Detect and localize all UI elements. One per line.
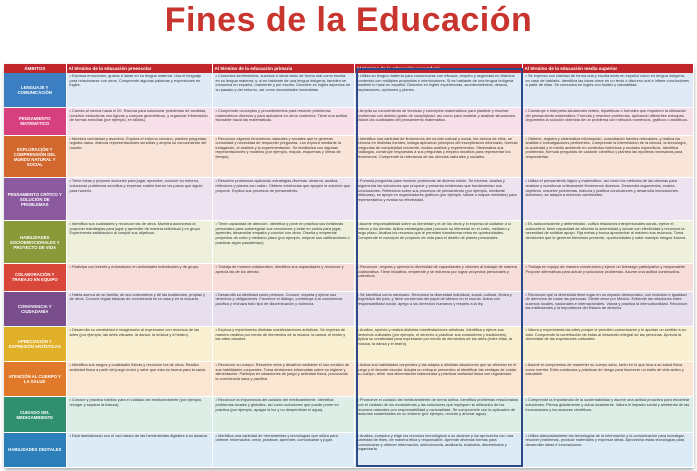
cell-media-superior: • Comprende la importancia de la sustentabilidad y asume una actitud proactiva para encontrar soluciones. Piensa globalmente y actúa localmente. Valora el impacto social y ambiental de las innovaciones y los avances científicos. [522, 397, 693, 432]
cell-secundaria: • Analiza, compara y elige los recursos tecnológicos a su alcance y los aprovecha con una variedad de fines, de manera ética y responsable. Aprende diversas formas para comunicarse y obtener información, seleccionarla, analizarla, evaluarla, discriminarla y organizarla. [354, 432, 522, 467]
cell-primaria: • Identifica una variedad de herramientas y tecnologías que utiliza para obtener información, crear, practicar, aprender, comunicarse y jugar. [212, 432, 354, 467]
cell-media-superior: • Asume el compromiso de mantener su cuerpo sano, tanto en lo que toca a su salud física como mental. Evita conductas y prácticas de riesgo para favorecer un estilo de vida activo y saludable. [522, 362, 693, 397]
header-preescolar: Al término de la educación preescolar [66, 64, 212, 73]
area-label: EXPLORACIÓN Y COMPRENSIÓN DEL MUNDO NATURAL Y SOCIAL [4, 135, 66, 178]
header-secundaria: Al término de la educación secundaria [354, 64, 522, 73]
page-title: Fines de la Educación [164, 1, 533, 39]
cell-secundaria: • Promueve el cuidado del medioambiente de forma activa. Identifica problemas relacionados con el cuidado de los ecosistemas y las soluciones que impliquen la utilización de los recursos naturales con responsabilidad y racionalidad. Se compromete con la aplicación de acciones sustentables en su entorno (por ejemplo, reciclar y ahorrar agua). [354, 397, 522, 432]
cell-preescolar: • Está familiarizado con el uso básico de las herramientas digitales a su alcance. [66, 432, 212, 467]
cell-secundaria: • Se identifica como mexicano. Reconoce la diversidad individual, social, cultural, étnica y lingüística del país, y tiene conciencia del papel de México en el mundo. Actúa con responsabilidad social, apego a los derechos humanos y respeto a la ley. [354, 291, 522, 326]
area-label: LENGUAJE Y COMUNICACIÓN [4, 73, 66, 107]
table-header-row [4, 64, 693, 73]
area-label: PENSAMIENTO MATEMÁTICO [4, 107, 66, 135]
header-area: ÁMBITOS [4, 64, 66, 73]
cell-media-superior: • Construye e interpreta situaciones reales, hipotéticas o formales que requieren la utilización del pensamiento matemático. Formula y resuelve problemas, aplicando diferentes enfoques. Argumenta la solución obtenida de un problema con métodos numéricos, gráficos o analíticos. [522, 107, 693, 135]
cell-media-superior: • Valora y experimenta las artes porque le permiten comunicarse y le aportan un sentido a su vida. Comprende la contribución de éstas al desarrollo integral de las personas. Aprecia la diversidad de las expresiones culturales. [522, 326, 693, 361]
cell-preescolar: • Participa con interés y entusiasmo en actividades individuales y de grupo. [66, 264, 212, 292]
cell-preescolar: • Desarrolla su creatividad e imaginación al expresarse con recursos de las artes (por ejemplo, las artes visuales, la danza, la música y el teatro). [66, 326, 212, 361]
table-row [4, 178, 693, 221]
cell-media-superior: • Trabaja en equipo de manera constructiva y ejerce un liderazgo participativo y responsable. Propone alternativas para actuar y solucionar problemas. Asume una actitud constructiva. [522, 264, 693, 292]
area-label: HABILIDADES DIGITALES [4, 432, 66, 467]
cell-primaria: • Reconoce algunos fenómenos naturales y sociales que le generan curiosidad y necesidad de responder preguntas. Los explora mediante la indagación, el análisis y la experimentación. Se familiariza con algunas representaciones y modelos (por ejemplo, mapas, esquemas y líneas de tiempo). [212, 135, 354, 178]
area-label: CONVIVENCIA Y CIUDADANÍA [4, 291, 66, 326]
education-goals-table [4, 64, 693, 468]
table-row [4, 397, 693, 432]
area-label: APRECIACIÓN Y EXPRESIÓN ARTÍSTICAS [4, 326, 66, 361]
table-row [4, 264, 693, 292]
cell-secundaria: • Asume responsabilidad sobre su bienestar y el de los otros y lo expresa al cuidarse a sí mismo y los demás. Aplica estrategias para procurar su bienestar en el corto, mediano y largo plazo. Analiza los recursos que le permiten transformar retos en oportunidades. Comprende el concepto de proyecto de vida para el diseño de planes personales. [354, 221, 522, 264]
table-row [4, 362, 693, 397]
cell-media-superior: • Obtiene, registra y sistematiza información, consultando fuentes relevantes, y realiza los análisis e investigaciones pertinentes. Comprende la interrelación de la ciencia, la tecnología, la sociedad y el medio ambiente en contextos históricos y sociales específicos. Identifica problemas, formula preguntas de carácter científico y plantea las hipótesis necesarias para responderlas. [522, 135, 693, 178]
cell-primaria: • Comunica sentimientos, sucesos e ideas tanto de forma oral como escrita en su lengua materna, y, si es hablante de una lengua indígena, también se comunica en español, oralmente y por escrito. Describe en inglés aspectos de su pasado y del entorno, así como necesidades inmediatas. [212, 73, 354, 107]
cell-primaria: • Explora y experimenta distintas manifestaciones artísticas. Se expresa de manera creativa por medio de elementos de la música, la danza, el teatro y las artes visuales. [212, 326, 354, 361]
area-label: COLABORACIÓN Y TRABAJO EN EQUIPO [4, 264, 66, 292]
cell-secundaria: • Reconoce, respeta y aprecia la diversidad de capacidades y visiones al trabajar de manera colaborativa. Tiene iniciativa, emprende y se esfuerza por lograr proyectos personales y colectivos. [354, 264, 522, 292]
cell-preescolar: • Identifica sus cualidades y reconoce las de otros. Muestra autonomía al proponer estrategias para jugar y aprender de manera individual y en grupo. Experimenta satisfacción al cumplir sus objetivos. [66, 221, 212, 264]
cell-media-superior: • Utiliza el pensamiento lógico y matemático, así como los métodos de las ciencias para analizar y cuestionar críticamente fenómenos diversos. Desarrolla argumentos, evalúa objetivos, resuelve problemas, elabora y justifica conclusiones y desarrolla innovaciones. Asimismo, se adapta a entornos cambiantes. [522, 178, 693, 221]
table-row [4, 107, 693, 135]
cell-primaria: • Comprende conceptos y procedimientos para resolver problemas matemáticos diversos y para aplicarlos en otros contextos. Tiene una actitud favorable hacia las matemáticas. [212, 107, 354, 135]
cell-secundaria: • Activa sus habilidades corporales y las adapta a distintas situaciones que se afrontan en el juego y el deporte escolar. Adopta un enfoque preventivo al identificar las ventajas de cuidar su cuerpo, tener una alimentación balanceada y practicar actividad física con regularidad. [354, 362, 522, 397]
cell-primaria: • Trabaja de manera colaborativa. Identifica sus capacidades y reconoce y aprecia las de los demás. [212, 264, 354, 292]
table-row [4, 221, 693, 264]
cell-preescolar: • Cuenta al menos hasta el 20. Razona para solucionar problemas de cantidad, construir estructuras con figuras y cuerpos geométricos, y organizar información de formas sencillas (por ejemplo, en tablas). [66, 107, 212, 135]
cell-secundaria: • Utiliza su lengua materna para comunicarse con eficacia, respeto y seguridad en distintos contextos con múltiples propósitos e interlocutores. Si es hablante de una lengua indígena también lo hace en español. Describe en inglés experiencias, acontecimientos, deseos, aspiraciones, opiniones y planes. [354, 73, 522, 107]
area-label: ATENCIÓN AL CUERPO Y LA SALUD [4, 362, 66, 397]
cell-secundaria: • Analiza, aprecia y realiza distintas manifestaciones artísticas. Identifica y ejerce sus derechos culturales (por ejemplo, el derecho a practicar sus costumbres y tradiciones). Aplica su creatividad para expresarse por medio de elementos de las artes (entre ellas, la música, la danza y el teatro). [354, 326, 522, 361]
cell-media-superior: • Es autoconsciente y determinado, cultiva relaciones interpersonales sanas, ejerce el autocontrol, tiene capacidad de afrontar la adversidad y actuar con efectividad y reconoce la necesidad de solicitar apoyo. Fija metas y busca aprovechar al máximo sus recursos. Toma decisiones que le generan bienestar presente, oportunidades y sabe manejar riesgos futuros. [522, 221, 693, 264]
cell-primaria: • Desarrolla su identidad como persona. Conoce, respeta y ejerce sus derechos y obligaciones. Favorece el diálogo, contribuye a la convivencia pacífica y rechaza todo tipo de discriminación y violencia. [212, 291, 354, 326]
table-row [4, 135, 693, 178]
area-label: HABILIDADES SOCIOEMOCIONALES Y PROYECTO DE VIDA [4, 221, 66, 264]
cell-preescolar: • Muestra curiosidad y asombro. Explora el entorno cercano, plantea preguntas, registra datos, elabora representaciones sencillas y amplía su conocimiento del mundo. [66, 135, 212, 178]
header-primaria: Al término de la educación primaria [212, 64, 354, 73]
cell-primaria: • Resuelve problemas aplicando estrategias diversas: observa, analiza, reflexiona y planea con orden. Obtiene evidencias que apoyen la solución que propone. Explica sus procesos de pensamiento. [212, 178, 354, 221]
cell-secundaria: • Identifica una variedad de fenómenos del mundo natural y social, lee acerca de ellos, se informa en distintas fuentes, indaga aplicando principios del escepticismo informado, formula preguntas de complejidad creciente, realiza análisis y experimentos. Sistematiza sus hallazgos, construye respuestas a sus preguntas y emplea modelos para representar los fenómenos. Comprende la relevancia de las ciencias naturales y sociales. [354, 135, 522, 178]
area-label: PENSAMIENTO CRÍTICO Y SOLUCIÓN DE PROBLEMAS [4, 178, 66, 221]
area-label: CUIDADO DEL MEDIOAMBIENTE [4, 397, 66, 432]
cell-preescolar: • Conoce y practica hábitos para el cuidado del medioambiente (por ejemplo, recoger y separar la basura). [66, 397, 212, 432]
cell-media-superior: • Se expresa con claridad de forma oral y escrita tanto en español como en lengua indígena, en caso de hablarla. Identifica las ideas clave en un texto o discurso oral e infiere conclusiones a partir de ellas. Se comunica en inglés con fluidez y naturalidad. [522, 73, 693, 107]
table-row [4, 432, 693, 467]
cell-primaria: • Tiene capacidad de atención. Identifica y pone en práctica sus fortalezas personales para autorregular sus emociones y estar en calma para jugar, aprender, desarrollar empatía y convivir con otros. Diseña y emprende proyectos de corto y mediano plazo (por ejemplo, mejorar sus calificaciones o practicar algún pasatiempo). [212, 221, 354, 264]
cell-primaria: • Reconoce la importancia del cuidado del medioambiente. Identifica problemas locales y globales, así como soluciones que puede poner en práctica (por ejemplo, apagar la luz y no desperdiciar el agua). [212, 397, 354, 432]
table-row [4, 291, 693, 326]
table-row [4, 326, 693, 361]
cell-media-superior: • Utiliza adecuadamente las tecnologías de la información y la comunicación para investigar, resolver problemas, producir materiales y expresar ideas. Aprovecha estas tecnologías para desarrollar ideas e innovaciones. [522, 432, 693, 467]
table-row [4, 73, 693, 107]
cell-preescolar: • Habla acerca de su familia, de sus costumbres y de las tradiciones, propias y de otros. Conoce reglas básicas de convivencia en la casa y en la escuela. [66, 291, 212, 326]
goals-table [4, 64, 694, 468]
cell-primaria: • Reconoce su cuerpo. Resuelve retos y desafíos mediante el uso creativo de sus habilidades corporales. Toma decisiones informadas sobre su higiene y alimentación. Participa en situaciones de juego y actividad física, procurando la convivencia sana y pacífica. [212, 362, 354, 397]
cell-preescolar: • Expresa emociones, gustos e ideas en su lengua materna. Usa el lenguaje para relacionarse con otros. Comprende algunas palabras y expresiones en inglés. [66, 73, 212, 107]
header-media-superior: Al término de la educación media superior [522, 64, 693, 73]
cell-preescolar: • Tiene ideas y propone acciones para jugar, aprender, conocer su entorno, solucionar problemas sencillos y expresar cuáles fueron los pasos que siguió para hacerlo. [66, 178, 212, 221]
cell-secundaria: • Formula preguntas para resolver problemas de diversa índole. Se informa, analiza y argumenta las soluciones que propone y presenta evidencias que fundamentan sus conclusiones. Reflexiona sobre sus procesos de pensamiento (por ejemplo, mediante bitácoras), se apoya en organizadores gráficos (por ejemplo, tablas o mapas mentales) para representarlos y evalúa su efectividad. [354, 178, 522, 221]
cell-secundaria: • Amplía su conocimiento de técnicas y conceptos matemáticos para plantear y resolver problemas con distinto grado de complejidad, así como para modelar y analizar situaciones. Valora las cualidades del pensamiento matemático. [354, 107, 522, 135]
cell-preescolar: • Identifica sus rasgos y cualidades físicas y reconoce los de otros. Realiza actividad física a partir del juego motor y sabe que esta es buena para la salud. [66, 362, 212, 397]
cell-media-superior: • Reconoce que la diversidad tiene lugar en un espacio democrático, con inclusión e igualdad de derechos de todas las personas. Siente amor por México. Entiende las relaciones entre sucesos locales, nacionales e internacionales. Valora y practica la interculturalidad. Reconoce las instituciones y la importancia del Estado de derecho. [522, 291, 693, 326]
